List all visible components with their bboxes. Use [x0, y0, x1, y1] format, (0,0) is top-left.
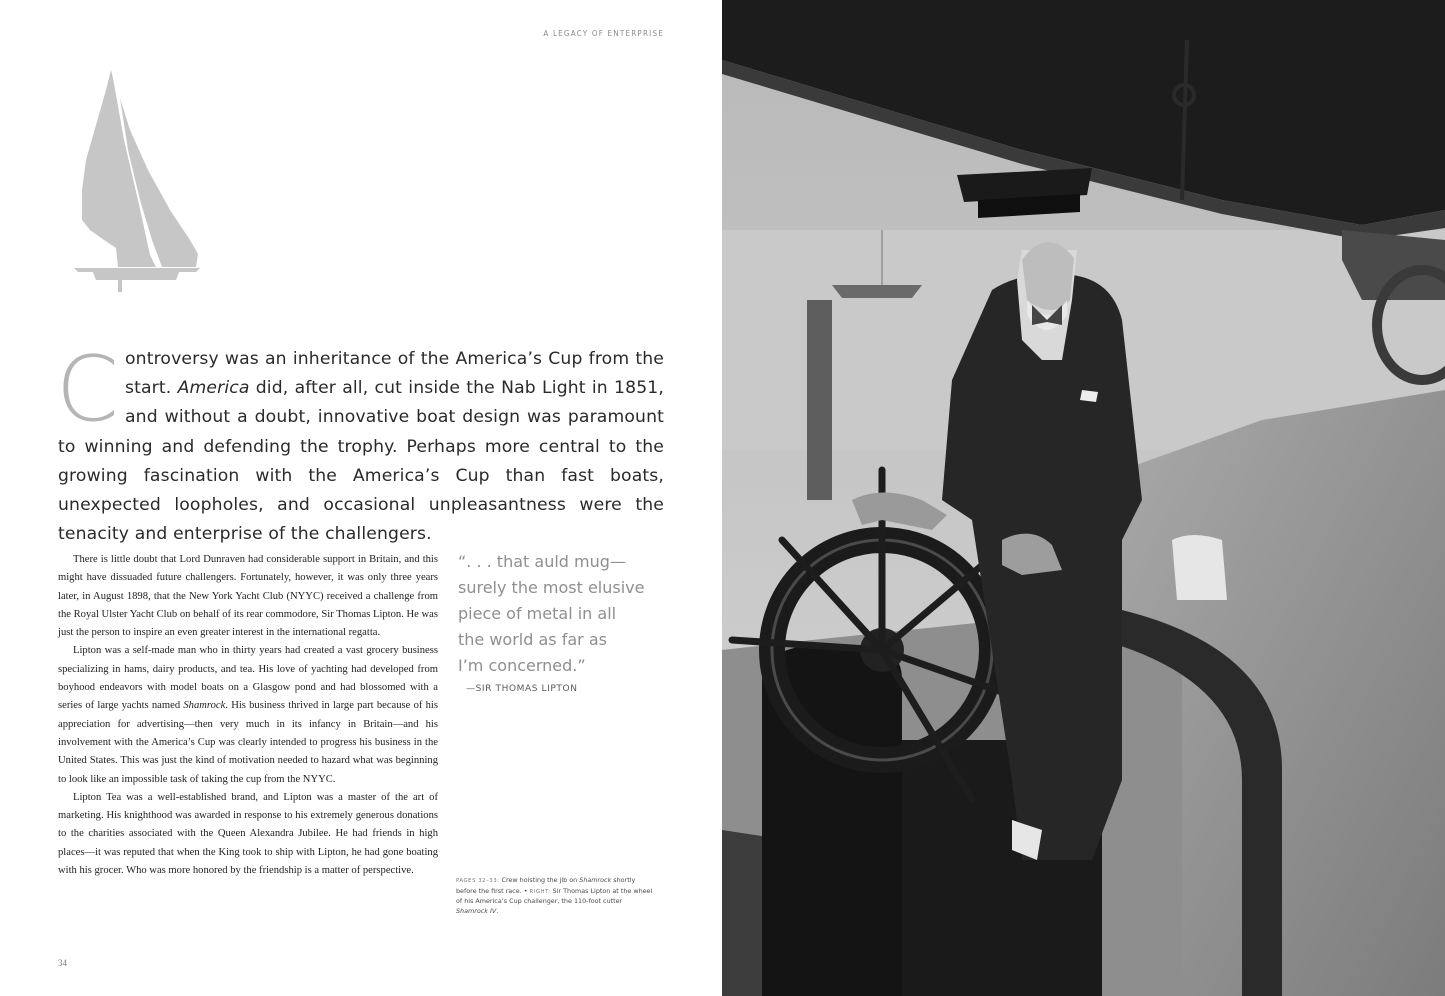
sailboat-silhouette-icon — [72, 70, 202, 292]
right-page — [722, 0, 1445, 996]
body-paragraph-3: Lipton Tea was a well-established brand, and Lipton was a master of the art of marketing. His knighthood was awarded in response to his extremely generous donations to the charities associated with the Queen Alexandra Jubilee. He had friends in high places—it was reputed that when the King took to ship with Lipton, he had gone boating with his grocer. Who was more honored by the friendship is a matter of perspective. — [58, 791, 438, 877]
quote-attribution: —SIR THOMAS LIPTON — [466, 684, 578, 694]
running-head: A LEGACY OF ENTERPRISE — [543, 29, 664, 38]
body-p2-text-b: . His business thrived in large part because of his appreciation for advertising—then very much in its infancy in Britain—and his involvement with the America’s Cup was clearly intended to progress his business in the United States. This was just the kind of motivation needed to hazard what was beginning to look like an impossible task of taking the cup from the NYYC. — [58, 700, 438, 785]
pull-quote-line: I’m concerned.” — [458, 656, 586, 675]
caption-text: Sir Thomas Lipton at the wheel of his America’s Cup challenger, the 110-foot cutter — [456, 886, 653, 906]
intro-paragraph — [56, 337, 664, 549]
lipton-at-wheel-photo — [722, 0, 1445, 996]
left-page — [0, 0, 722, 996]
intro-italic: America — [177, 378, 250, 399]
body-column — [58, 551, 438, 880]
caption-text: shortly before the first race. • — [456, 876, 636, 895]
caption-text: Crew hoisting the jib on — [499, 876, 580, 884]
caption-right-label: RIGHT: — [529, 888, 551, 895]
pull-quote — [458, 549, 673, 679]
body-p2-text-a: Lipton was a self-made man who in thirty years had created a vast grocery business specializing in hams, dairy products, and tea. His love of yachting had developed from boyhood endeavors with model boats on a Glasgow pond and had blossomed with a series of large yachts named — [58, 645, 438, 712]
pull-quote-line: “. . . that auld mug— — [458, 552, 626, 571]
body-p2-italic: Shamrock — [183, 700, 226, 712]
photo-caption — [456, 876, 656, 916]
caption-pages-label: PAGES 32–33: — [456, 878, 500, 884]
drop-cap: C — [56, 337, 119, 442]
intro-text-2: did, after all, cut inside the Nab Light in 1851, and without a doubt, innovative boat design was paramount to winning and defending the trophy. Perhaps more central to the growing fascination with the America’s Cup than fast boats, unexpected loopholes, and occasional unpleasantness were the tenacity and enterprise of the challengers. — [58, 378, 664, 545]
caption-italic: Shamrock IV — [456, 906, 497, 915]
page-number: 34 — [58, 958, 67, 968]
caption-italic: Shamrock — [579, 876, 612, 884]
body-paragraph-1: There is little doubt that Lord Dunraven had considerable support in Britain, and this might have dissuaded future challengers. Fortunately, however, it was only three years later, in August 1898, that the New York Yacht Club (NYYC) received a challenge from the Royal Ulster Yacht Club on behalf of its rear commodore, Sir Thomas Lipton. He was just the person to inspire an even greater interest in the international regatta. — [58, 554, 438, 639]
pull-quote-line: surely the most elusive — [458, 578, 645, 597]
intro-text-1: ontroversy was an inheritance of the America’s Cup from the start. — [125, 349, 664, 399]
pull-quote-line: piece of metal in all — [458, 604, 617, 623]
pull-quote-line: the world as far as — [458, 630, 607, 649]
caption-text: . — [496, 906, 499, 915]
body-paragraph-2 — [58, 642, 438, 788]
